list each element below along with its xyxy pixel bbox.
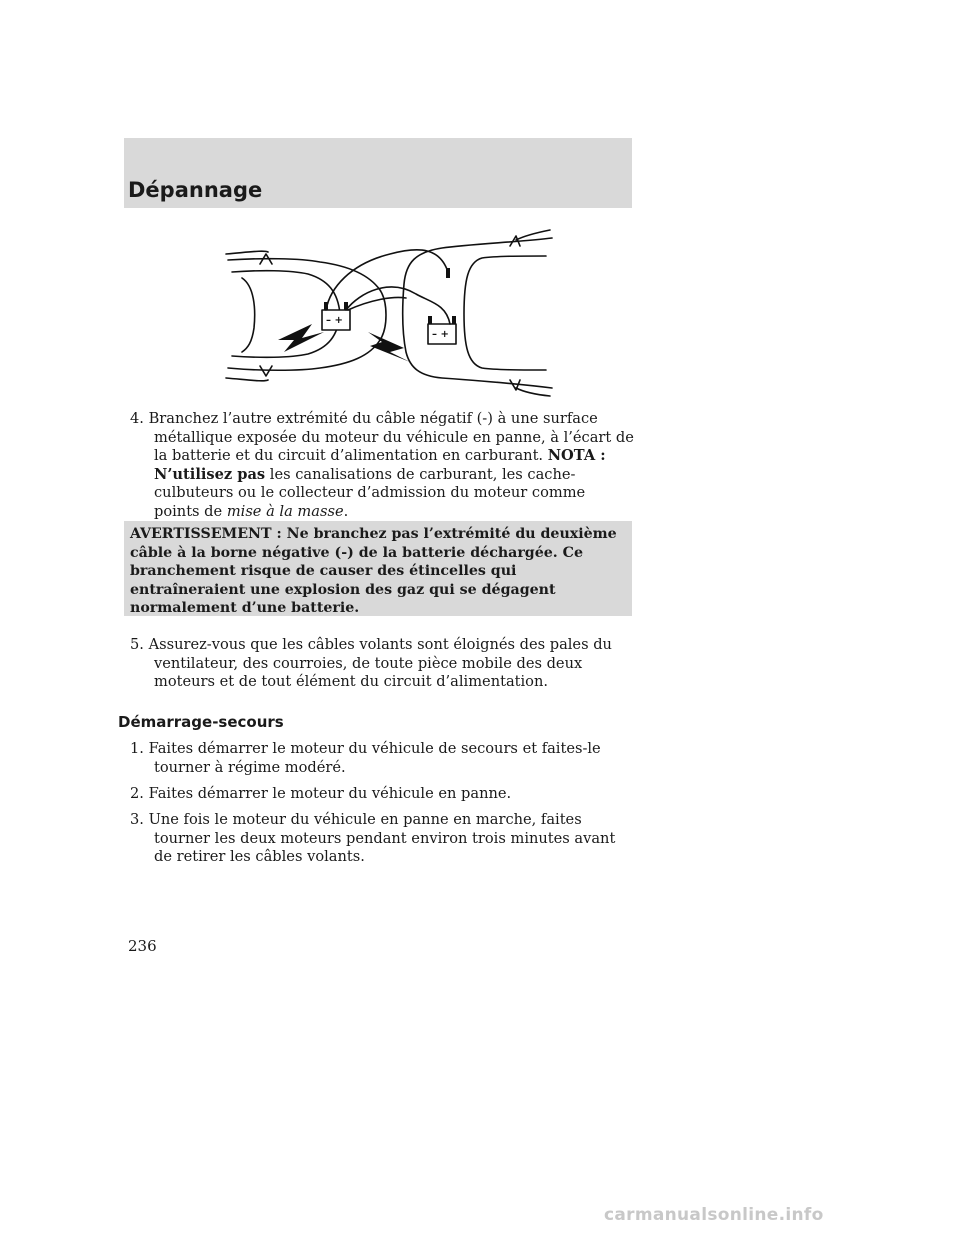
step-text: Branchez l’autre extrémité du câble négatif (-) à une surface métallique exposée du moteur du véhicule en panne, à l’écart de la batterie et du circuit d’alimentation en carburant. — [148, 410, 634, 464]
step-text: Faites démarrer le moteur du véhicule en panne. — [148, 785, 512, 802]
step-number: 4. — [130, 410, 144, 427]
step-text: Une fois le moteur du véhicule en panne en marche, faites tourner les deux moteurs pendant environ trois minutes avant de retirer les câbles volants. — [148, 811, 616, 865]
warning-text: AVERTISSEMENT : Ne branchez pas l’extrémité du deuxième câble à la borne négative (-) de la batterie déchargée. Ce branchement risque de causer des étincelles qui entraîneraient une explosion des gaz qui se dégagent normalement d’une batterie. — [130, 526, 617, 616]
step-number: 2. — [130, 785, 144, 802]
page-number: 236 — [128, 937, 157, 955]
step-text-continued: les canalisations de carburant, les cache-culbuteurs ou le collecteur d’admission du moteur comme points de — [154, 465, 586, 520]
section-step-3 — [130, 811, 635, 867]
jump-start-illustration — [220, 228, 560, 400]
battery-left-label: – + — [326, 315, 343, 326]
step-text-end: . — [343, 502, 349, 520]
step-number: 1. — [130, 740, 144, 757]
step-number: 5. — [130, 636, 144, 653]
step-4 — [130, 410, 635, 521]
step-5 — [130, 636, 635, 692]
step-text: Assurez-vous que les câbles volants sont éloignés des pales du ventilateur, des courroies, de toute pièce mobile des deux moteurs et de tout élément du circuit d’alimentation. — [148, 636, 612, 690]
step-text: Faites démarrer le moteur du véhicule de secours et faites-le tourner à régime modéré. — [148, 740, 601, 776]
nota-label: NOTA : N’utilisez pas — [154, 447, 606, 483]
section-heading: Démarrage-secours — [118, 713, 284, 731]
italic-term: mise à la masse — [226, 502, 344, 520]
section-step-1 — [130, 740, 635, 777]
page-title: Dépannage — [128, 178, 263, 202]
watermark: carmanualsonline.info — [604, 1205, 824, 1225]
step-number: 3. — [130, 811, 144, 828]
section-step-2 — [130, 785, 635, 804]
battery-right-label: – + — [432, 329, 449, 340]
